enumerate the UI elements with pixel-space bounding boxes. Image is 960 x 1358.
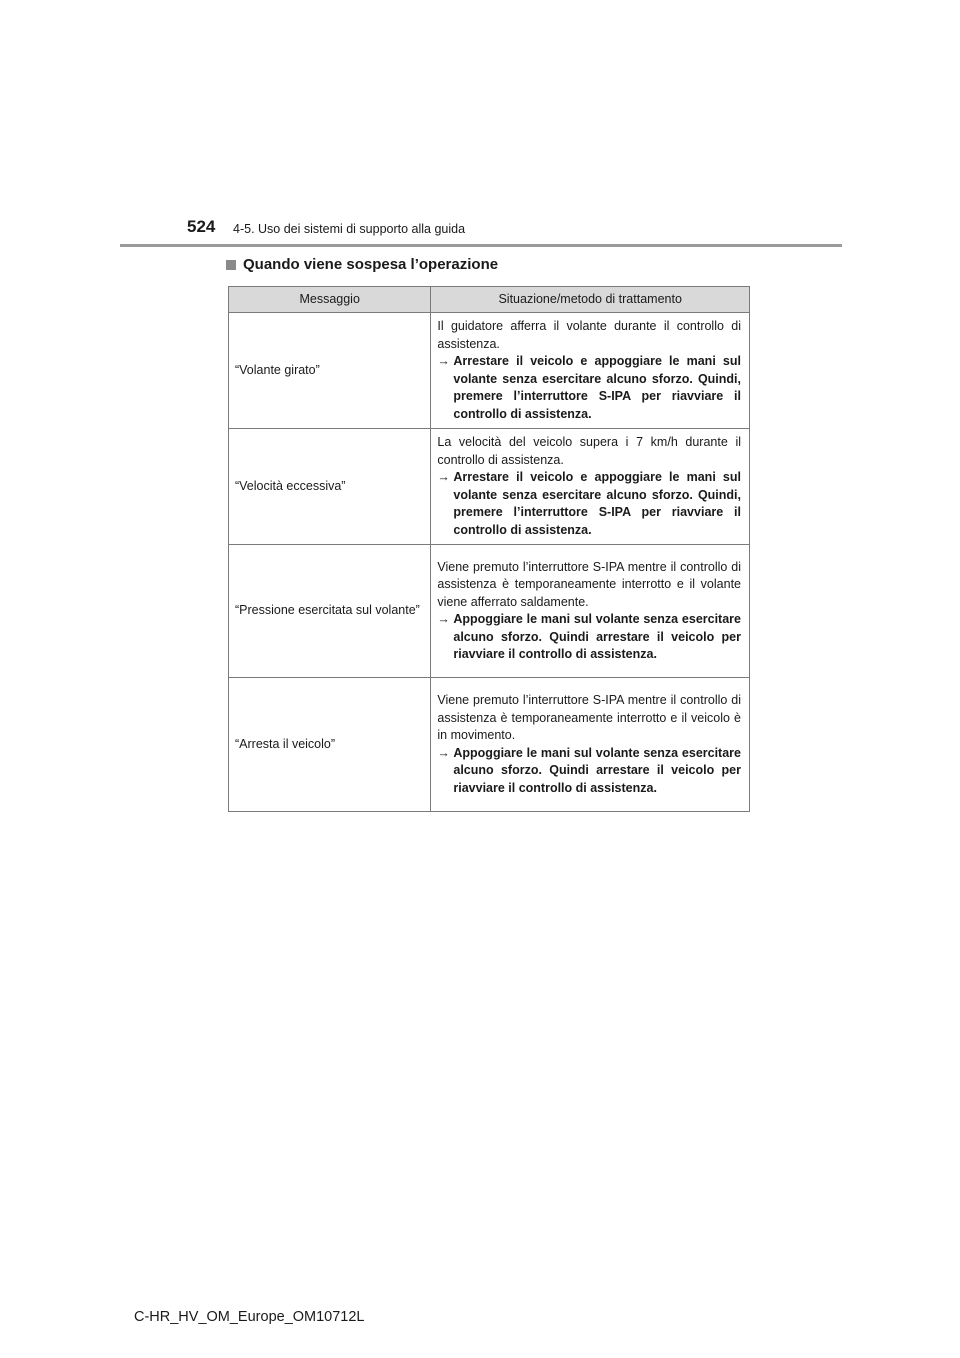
situation-cell xyxy=(431,678,750,812)
table-header-row xyxy=(229,287,750,313)
table-row xyxy=(229,429,750,545)
message-cell: “Volante girato” xyxy=(229,313,431,429)
header-rule xyxy=(120,244,842,247)
column-header-message: Messaggio xyxy=(229,287,431,313)
message-cell: “Pressione esercitata sul volante” xyxy=(229,545,431,678)
action-text: Arrestare il veicolo e appoggiare le mani sul volante senza esercitare alcuno sforzo. Quindi, premere l’interruttore S-IPA per riavviare il controllo di assistenza. xyxy=(453,354,741,421)
column-header-situation: Situazione/metodo di trattamento xyxy=(431,287,750,313)
action-text: Appoggiare le mani sul volante senza esercitare alcuno sforzo. Quindi arrestare il veicolo per riavviare il controllo di assistenza. xyxy=(453,612,741,661)
message-cell: “Arresta il veicolo” xyxy=(229,678,431,812)
page-number: 524 xyxy=(187,217,216,236)
running-head: 4-5. Uso dei sistemi di supporto alla guida xyxy=(233,222,466,236)
situation-cell xyxy=(431,313,750,429)
situation-cell xyxy=(431,545,750,678)
table-row xyxy=(229,545,750,678)
section-heading xyxy=(226,256,498,273)
situation-cell xyxy=(431,429,750,545)
square-bullet-icon xyxy=(226,260,236,270)
situation-text: Il guidatore afferra il volante durante il controllo di assistenza. xyxy=(437,319,741,351)
action-text: Arrestare il veicolo e appoggiare le mani sul volante senza esercitare alcuno sforzo. Quindi, premere l’interruttore S-IPA per riavviare il controllo di assistenza. xyxy=(453,470,741,537)
table-row xyxy=(229,678,750,812)
arrow-icon: → xyxy=(437,354,450,368)
situation-text: Viene premuto l’interruttore S-IPA mentre il controllo di assistenza è temporaneamente interrotto e il veicolo è in movimento. xyxy=(437,693,741,742)
table-row xyxy=(229,313,750,429)
document-footer: C-HR_HV_OM_Europe_OM10712L xyxy=(134,1309,365,1325)
arrow-icon: → xyxy=(437,470,450,484)
situation-text: Viene premuto l’interruttore S-IPA mentre il controllo di assistenza è temporaneamente interrotto e il volante viene afferrato saldamente. xyxy=(437,559,741,609)
message-cell: “Velocità eccessiva” xyxy=(229,429,431,545)
arrow-icon: → xyxy=(437,612,450,626)
action-text: Appoggiare le mani sul volante senza esercitare alcuno sforzo. Quindi arrestare il veicolo per riavviare il controllo di assistenza. xyxy=(453,745,741,795)
action-item xyxy=(437,469,741,539)
arrow-icon: → xyxy=(437,745,450,760)
situation-text: La velocità del veicolo supera i 7 km/h durante il controllo di assistenza. xyxy=(437,435,741,467)
action-item xyxy=(437,745,741,798)
section-heading-text: Quando viene sospesa l’operazione xyxy=(243,256,499,273)
action-item xyxy=(437,353,741,423)
action-item xyxy=(437,611,741,664)
message-table xyxy=(228,286,750,812)
